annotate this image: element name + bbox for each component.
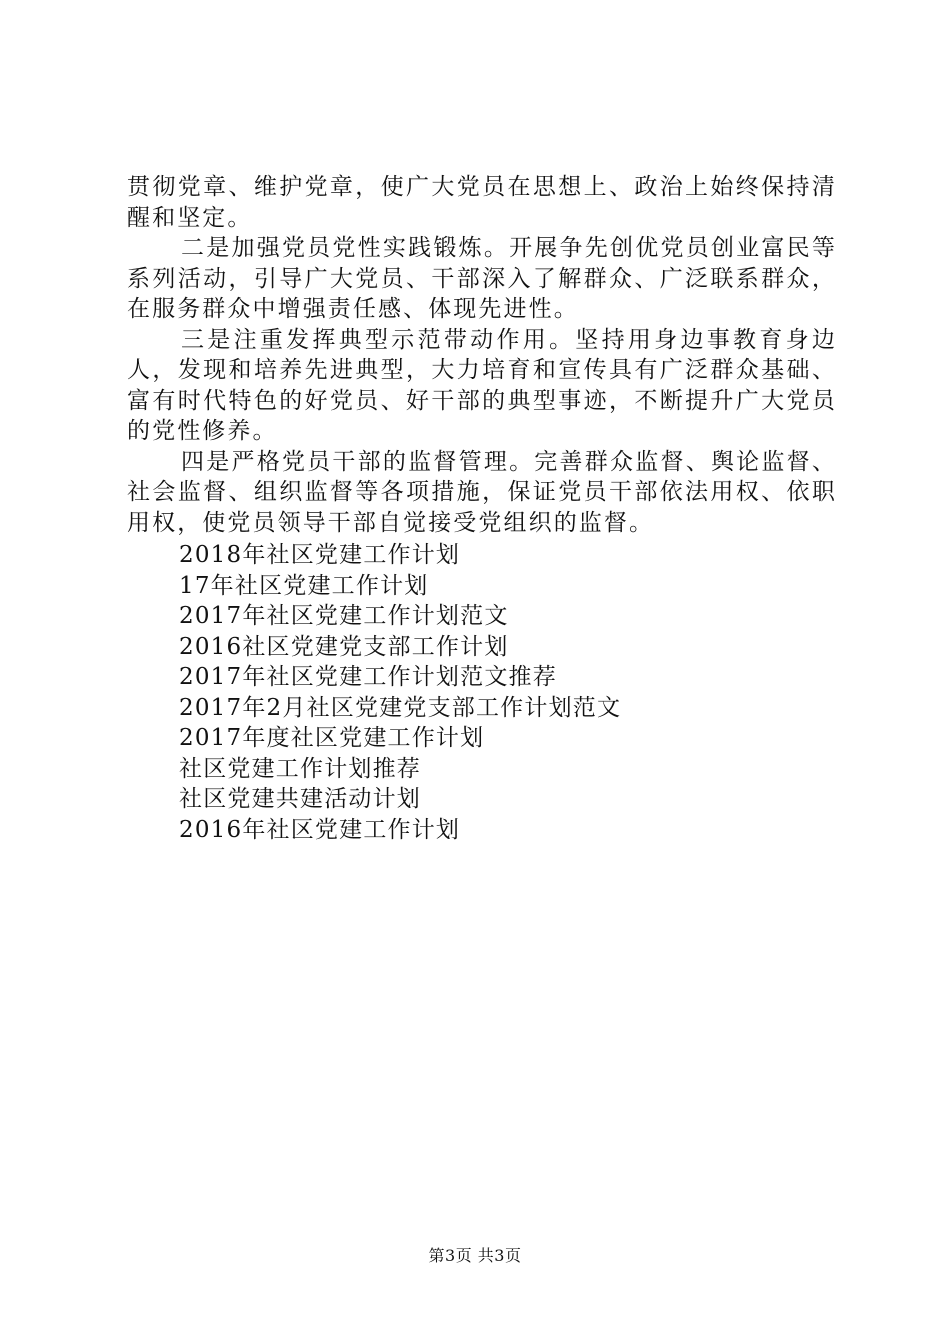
related-title-item[interactable]: 17年社区党建工作计划 [179,572,429,599]
related-title-item[interactable]: 2018年社区党建工作计划 [179,542,461,568]
related-titles-list [179,540,621,845]
related-title-item[interactable]: 2017年社区党建工作计划范文 [179,603,509,629]
related-title-item[interactable]: 2017年社区党建工作计划范文推荐 [179,664,557,690]
related-title-item[interactable]: 社区党建工作计划推荐 [179,755,421,782]
page-footer: 第3页 共3页 [428,1246,522,1265]
paragraph-point-three: 三是注重发挥典型示范带动作用。坚持用身边事教育身边人，发现和培养先进典型，大力培育和宣传具有广泛群众基础、富有时代特色的好党员、好干部的典型事迹，不断提升广大党员的党性修养。 [127,326,837,444]
paragraph-point-two: 二是加强党员党性实践锻炼。开展争先创优党员创业富民等系列活动，引导广大党员、干部深入了解群众、广泛联系群众，在服务群众中增强责任感、体现先进性。 [127,235,837,322]
body-text [127,172,837,538]
related-title-item[interactable]: 2017年2月社区党建党支部工作计划范文 [179,694,622,721]
related-title-item[interactable]: 2016社区党建党支部工作计划 [179,633,509,660]
related-title-item[interactable]: 社区党建共建活动计划 [179,786,421,812]
paragraph-point-four: 四是严格党员干部的监督管理。完善群众监督、舆论监督、社会监督、组织监督等各项措施，保证党员干部依法用权、依职用权，使党员领导干部自觉接受党组织的监督。 [127,448,837,536]
related-title-item[interactable]: 2016年社区党建工作计划 [179,816,461,843]
paragraph-continuation: 贯彻党章、维护党章，使广大党员在思想上、政治上始终保持清醒和坚定。 [127,174,837,231]
related-title-item[interactable]: 2017年度社区党建工作计划 [179,725,485,751]
